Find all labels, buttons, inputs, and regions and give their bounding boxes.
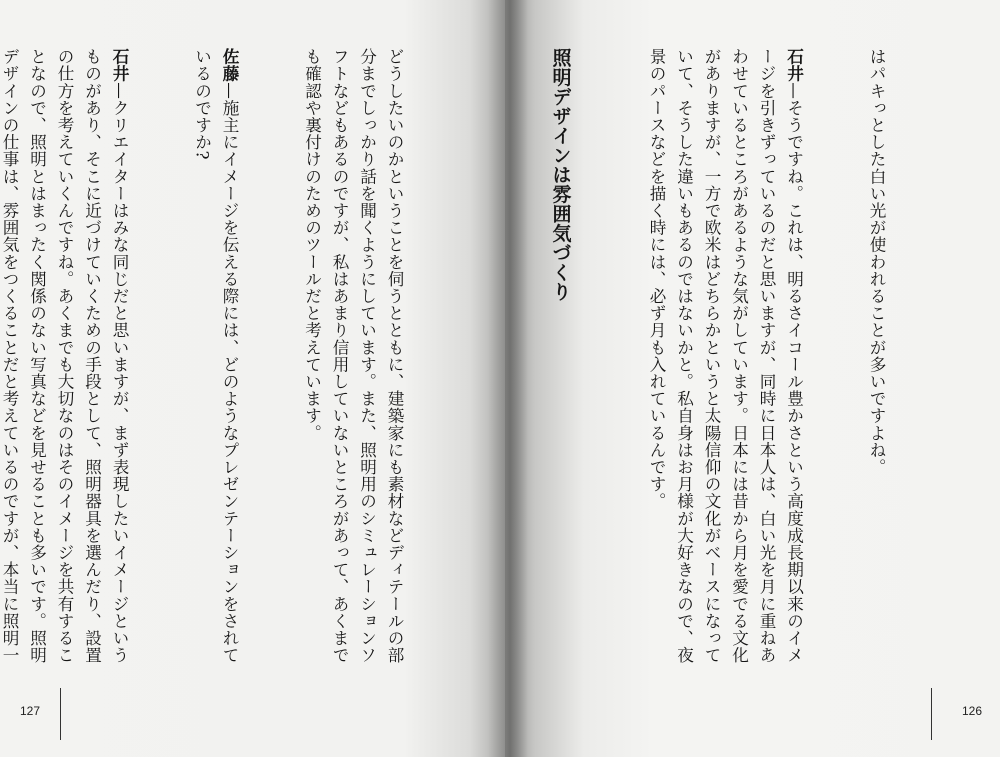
paragraph: どうしたいのかということを伺うとともに、建築家にも素材などディテールの部分までしっかり話を聞くようにしています。また、照明用のシミュレーションソフトなどもあるのですが、私はあまり信用していないところがあって、あくまでも確認や裏付けのためのツールだと考えています。 [302,48,404,664]
left-page-body [0,48,463,668]
section-heading: 照明デザインは雰囲気づくり [549,48,572,302]
folio-rule [60,688,61,740]
paragraph: はパキっとした白い光が使われることが多いですよね。 [867,48,886,476]
right-page [505,0,1000,757]
folio-rule [931,688,932,740]
book-gutter-shadow [488,0,528,757]
page-number: 127 [20,704,41,718]
speaker-name: 石井 [110,48,129,83]
page-number: 126 [961,704,982,718]
speaker-name: 石井 [784,48,804,83]
speaker-name: 佐藤 [220,48,239,83]
paragraph: 佐藤—施主にイメージを伝える際には、どのようなプレゼンテーションをされているのですか? [192,48,239,664]
paragraph: 石井—そうですね。これは、明るさイコール豊かさという高度成長期以来のイメージを引きずっているのだと思いますが、同時に日本人は、白い光を月に重ねあわせているところがあるような気がしています。日本には昔から月を愛でる文化がありますが、一方で欧米はどちらかというと太陽信仰の文化がベースになっていて、そうした違いもあるのではないかと。私自身はお月様が大好きなので、夜景のパースなどを描く時には、必ず月も入れているんです。 [647,48,804,664]
right-page-body [535,48,945,668]
paragraph: 石井—クリエイターはみな同じだと思いますが、まず表現したいイメージというものがあり、そこに近づけていくための手段として、照明器具を選んだり、設置の仕方を考えていくんですね。あくまでも大切なのはそのイメージを共有することなので、照明とはまったく関係のない写真などを見せることも多いです。照明デザインの仕事は、雰囲気をつくることだと考えているのですが、本当に照明一 [0,48,129,664]
